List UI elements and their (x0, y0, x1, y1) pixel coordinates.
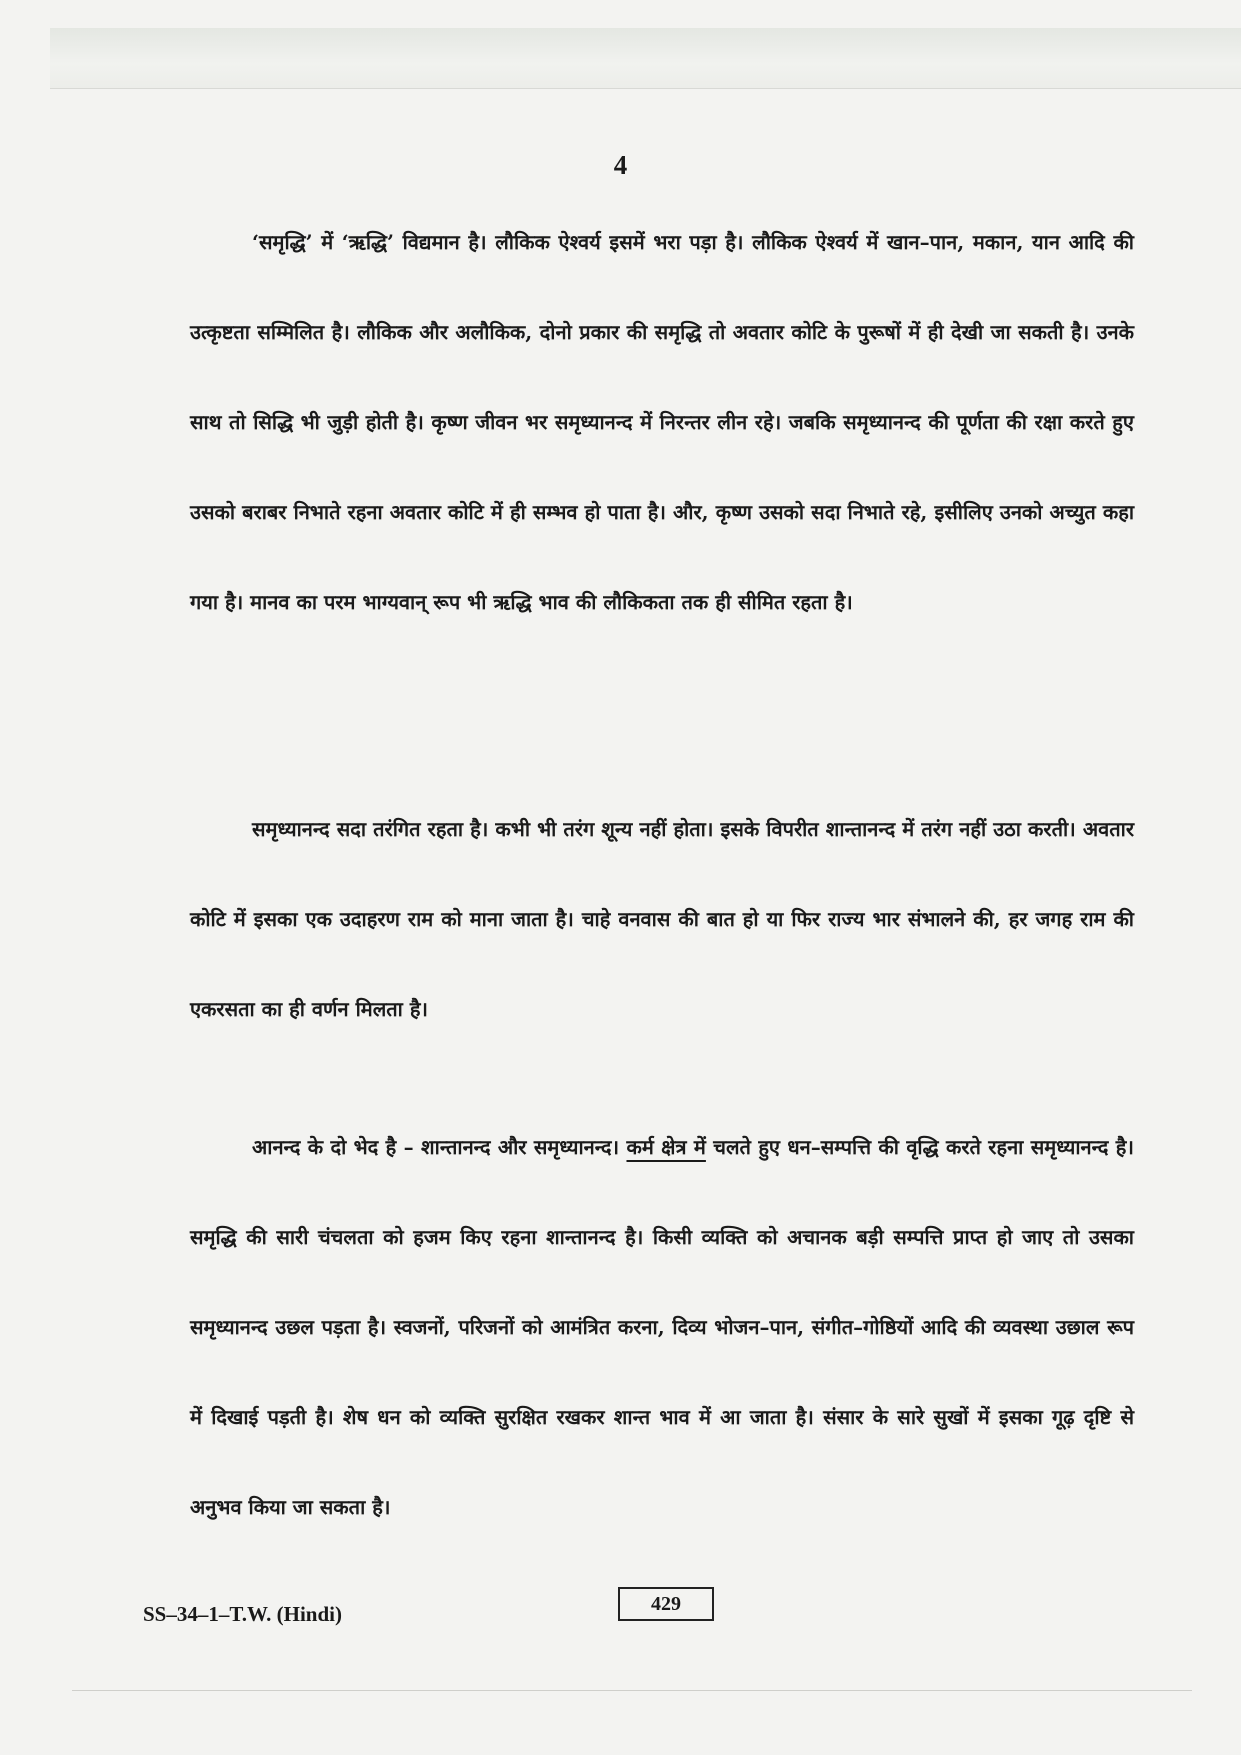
paragraph-text-before: आनन्द के दो भेद है – शान्तानन्द और समृध्यानन्द। (252, 1135, 627, 1159)
bottom-rule (72, 1690, 1192, 1691)
paragraph-samriddhi: ‘समृद्धि’ में ‘ऋद्धि’ विद्यमान है। लौकिक ऐश्वर्य इसमें भरा पड़ा है। लौकिक ऐश्वर्य में खान–पान, मकान, यान आदि की उत्कृष्टता सम्मिलित है। लौकिक और अलौकिक, दोनो प्रकार की समृद्धि तो अवतार कोटि के पुरूषों में ही देखी जा सकती है। उनके साथ तो सिद्धि भी जुड़ी होती है। कृष्ण जीवन भर समृध्यानन्द में निरन्तर लीन रहे। जबकि समृध्यानन्द की पूर्णता की रक्षा करते हुए उसको बराबर निभाते रहना अवतार कोटि में ही सम्भव हो पाता है। और, कृष्ण उसको सदा निभाते रहे, इसीलिए उनको अच्युत कहा गया है। मानव का परम भाग्यवान् रूप भी ऋद्धि भाव की लौकिकता तक ही सीमित रहता है। (190, 230, 1134, 614)
footer-page-box: 429 (618, 1587, 714, 1621)
paragraph-samridhyanand: समृध्यानन्द सदा तरंगित रहता है। कभी भी तरंग शून्य नहीं होता। इसके विपरीत शान्तानन्द में तरंग नहीं उठा करती। अवतार कोटि में इसका एक उदाहरण राम को माना जाता है। चाहे वनवास की बात हो या फिर राज्य भार संभालने की, हर जगह राम की एकरसता का ही वर्णन मिलता है। (190, 817, 1134, 1021)
underlined-phrase: कर्म क्षेत्र में (626, 1135, 706, 1159)
page-number: 4 (613, 150, 628, 180)
scan-top-band (50, 28, 1241, 89)
paragraph-text-after: चलते हुए धन–सम्पत्ति की वृद्धि करते रहना समृध्यानन्द है। समृद्धि की सारी चंचलता को हजम किए रहना शान्तानन्द है। किसी व्यक्ति को अचानक बड़ी सम्पत्ति प्राप्त हो जाए तो उसका समृध्यानन्द उछल पड़ता है। स्वजनों, परिजनों को आमंत्रित करना, दिव्य भोजन–पान, संगीत–गोष्ठियों आदि की व्यवस्था उछाल रूप में दिखाई पड़ती है। शेष धन को व्यक्ति सुरक्षित रखकर शान्त भाव में आ जाता है। संसार के सारे सुखों में इसका गूढ़ दृष्टि से अनुभव किया जा सकता है। (190, 1135, 1134, 1519)
paragraph-anand-bhed (190, 1102, 1134, 1552)
footer-code: SS–34–1–T.W. (Hindi) (143, 1602, 342, 1626)
